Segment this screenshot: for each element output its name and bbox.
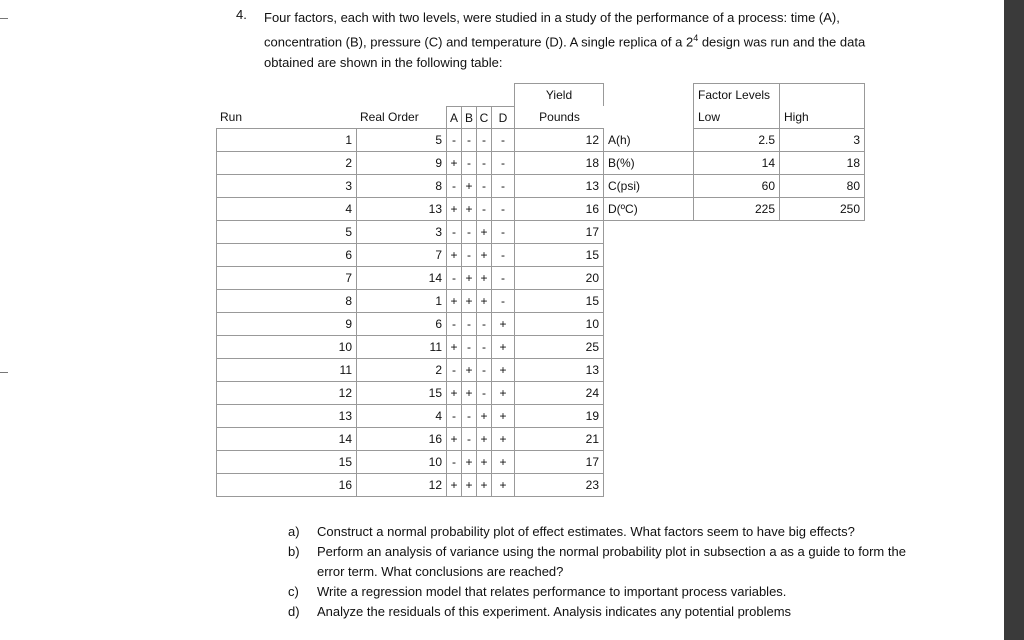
cell-run: 7 — [216, 267, 356, 290]
cell-factor-d: - — [491, 267, 514, 290]
header-run: Run — [216, 106, 356, 129]
cell-factor-d: + — [491, 474, 514, 497]
cell-yield: 24 — [514, 382, 604, 405]
header-high: High — [779, 106, 865, 129]
cell-run: 6 — [216, 244, 356, 267]
cell-factor-a: + — [446, 336, 461, 359]
header-real-order: Real Order — [356, 106, 446, 129]
header-blank — [779, 83, 865, 106]
task-text: Perform an analysis of variance using the normal probability plot in subsection a as a guide to form the error term. What conclusions are reached? — [317, 544, 906, 579]
cell-factor-a: - — [446, 221, 461, 244]
cell-real-order: 5 — [356, 129, 446, 152]
cell-run: 13 — [216, 405, 356, 428]
cell-factor-d: - — [491, 244, 514, 267]
edge-mark — [0, 18, 8, 19]
factor-high: 80 — [779, 175, 865, 198]
viewer-scrollbar-edge — [1004, 0, 1024, 640]
factor-high: 18 — [779, 152, 865, 175]
cell-run: 15 — [216, 451, 356, 474]
cell-factor-a: - — [446, 359, 461, 382]
question-text — [264, 7, 904, 73]
cell-factor-d: - — [491, 221, 514, 244]
cell-factor-b: + — [461, 474, 476, 497]
factor-low: 14 — [693, 152, 779, 175]
cell-factor-d: + — [491, 313, 514, 336]
cell-factor-a: - — [446, 405, 461, 428]
cell-factor-c: - — [476, 129, 491, 152]
cell-real-order: 3 — [356, 221, 446, 244]
cell-factor-b: - — [461, 152, 476, 175]
cell-factor-b: + — [461, 267, 476, 290]
question-number: 4. — [236, 7, 247, 22]
cell-factor-c: + — [476, 267, 491, 290]
task-item — [288, 602, 928, 622]
task-list — [288, 522, 928, 622]
question-text-end: design was run and the data obtained are shown in the following table: — [264, 34, 866, 71]
task-text: Construct a normal probability plot of effect estimates. What factors seem to have big effects? — [317, 524, 855, 539]
header-factor-a: A — [446, 106, 461, 129]
cell-factor-c: - — [476, 313, 491, 336]
factor-high: 250 — [779, 198, 865, 221]
header-factor-b: B — [461, 106, 476, 129]
factor-name: A(h) — [604, 129, 693, 152]
cell-factor-c: + — [476, 451, 491, 474]
cell-yield: 15 — [514, 290, 604, 313]
task-item — [288, 542, 928, 582]
cell-factor-b: - — [461, 129, 476, 152]
cell-factor-a: + — [446, 152, 461, 175]
cell-real-order: 11 — [356, 336, 446, 359]
cell-real-order: 4 — [356, 405, 446, 428]
cell-factor-d: + — [491, 382, 514, 405]
cell-run: 4 — [216, 198, 356, 221]
cell-real-order: 6 — [356, 313, 446, 336]
cell-run: 5 — [216, 221, 356, 244]
cell-yield: 13 — [514, 359, 604, 382]
cell-factor-d: - — [491, 152, 514, 175]
task-item — [288, 522, 928, 542]
cell-run: 10 — [216, 336, 356, 359]
header-factor-levels: Factor Levels — [693, 83, 779, 106]
cell-factor-b: - — [461, 221, 476, 244]
cell-factor-a: + — [446, 382, 461, 405]
cell-factor-a: + — [446, 428, 461, 451]
cell-yield: 20 — [514, 267, 604, 290]
factor-name: C(psi) — [604, 175, 693, 198]
task-item — [288, 582, 928, 602]
cell-factor-d: - — [491, 129, 514, 152]
cell-yield: 15 — [514, 244, 604, 267]
task-label: c) — [288, 584, 299, 599]
cell-factor-a: - — [446, 267, 461, 290]
cell-factor-a: - — [446, 129, 461, 152]
cell-factor-d: + — [491, 405, 514, 428]
cell-run: 9 — [216, 313, 356, 336]
cell-factor-d: + — [491, 336, 514, 359]
cell-real-order: 7 — [356, 244, 446, 267]
cell-yield: 23 — [514, 474, 604, 497]
cell-factor-d: + — [491, 451, 514, 474]
cell-run: 2 — [216, 152, 356, 175]
task-label: b) — [288, 544, 300, 559]
cell-yield: 18 — [514, 152, 604, 175]
header-yield: Yield — [514, 83, 604, 106]
cell-factor-c: + — [476, 405, 491, 428]
cell-factor-c: - — [476, 175, 491, 198]
cell-real-order: 15 — [356, 382, 446, 405]
cell-run: 14 — [216, 428, 356, 451]
cell-yield: 25 — [514, 336, 604, 359]
factor-low: 225 — [693, 198, 779, 221]
cell-factor-c: - — [476, 359, 491, 382]
cell-factor-a: + — [446, 244, 461, 267]
cell-factor-d: - — [491, 198, 514, 221]
cell-real-order: 16 — [356, 428, 446, 451]
cell-yield: 16 — [514, 198, 604, 221]
design-exponent: 4 — [693, 33, 699, 43]
cell-run: 16 — [216, 474, 356, 497]
cell-factor-b: + — [461, 359, 476, 382]
cell-factor-a: - — [446, 175, 461, 198]
factor-low: 2.5 — [693, 129, 779, 152]
cell-factor-c: + — [476, 221, 491, 244]
cell-real-order: 9 — [356, 152, 446, 175]
cell-factor-c: + — [476, 290, 491, 313]
cell-real-order: 13 — [356, 198, 446, 221]
cell-factor-d: + — [491, 428, 514, 451]
cell-factor-c: + — [476, 244, 491, 267]
factor-low: 60 — [693, 175, 779, 198]
cell-factor-c: + — [476, 428, 491, 451]
cell-real-order: 10 — [356, 451, 446, 474]
factor-name: B(%) — [604, 152, 693, 175]
cell-real-order: 12 — [356, 474, 446, 497]
cell-real-order: 14 — [356, 267, 446, 290]
cell-yield: 17 — [514, 221, 604, 244]
edge-mark — [0, 372, 8, 373]
cell-run: 12 — [216, 382, 356, 405]
cell-yield: 19 — [514, 405, 604, 428]
cell-yield: 10 — [514, 313, 604, 336]
cell-factor-c: - — [476, 152, 491, 175]
cell-run: 11 — [216, 359, 356, 382]
cell-factor-c: + — [476, 474, 491, 497]
header-factor-c: C — [476, 106, 491, 129]
cell-factor-b: - — [461, 336, 476, 359]
header-factor-d: D — [491, 106, 514, 129]
cell-yield: 17 — [514, 451, 604, 474]
cell-factor-d: - — [491, 290, 514, 313]
cell-factor-c: - — [476, 336, 491, 359]
cell-factor-b: - — [461, 428, 476, 451]
cell-factor-c: - — [476, 382, 491, 405]
cell-factor-a: + — [446, 198, 461, 221]
cell-real-order: 1 — [356, 290, 446, 313]
task-label: d) — [288, 604, 300, 619]
cell-factor-b: + — [461, 175, 476, 198]
cell-run: 8 — [216, 290, 356, 313]
cell-yield: 13 — [514, 175, 604, 198]
header-low: Low — [693, 106, 779, 129]
cell-factor-a: - — [446, 451, 461, 474]
cell-yield: 21 — [514, 428, 604, 451]
task-label: a) — [288, 524, 300, 539]
cell-yield: 12 — [514, 129, 604, 152]
cell-factor-b: + — [461, 451, 476, 474]
cell-factor-b: + — [461, 382, 476, 405]
cell-factor-a: + — [446, 290, 461, 313]
question-text-main: Four factors, each with two levels, were studied in a study of the performance of a process: time (A), concentration (B), pressure (C) and temperature (D). A single replica of a 2 — [264, 10, 840, 50]
cell-factor-b: - — [461, 405, 476, 428]
header-pounds: Pounds — [514, 106, 604, 129]
cell-factor-b: + — [461, 290, 476, 313]
cell-real-order: 8 — [356, 175, 446, 198]
cell-run: 3 — [216, 175, 356, 198]
factor-high: 3 — [779, 129, 865, 152]
cell-real-order: 2 — [356, 359, 446, 382]
cell-factor-b: + — [461, 198, 476, 221]
cell-factor-b: - — [461, 244, 476, 267]
cell-factor-b: - — [461, 313, 476, 336]
cell-factor-a: + — [446, 474, 461, 497]
task-text: Analyze the residuals of this experiment. Analysis indicates any potential problems — [317, 604, 792, 619]
task-text: Write a regression model that relates performance to important process variables. — [317, 584, 787, 599]
cell-factor-d: + — [491, 359, 514, 382]
cell-factor-c: - — [476, 198, 491, 221]
cell-factor-a: - — [446, 313, 461, 336]
factor-name: D(ºC) — [604, 198, 693, 221]
cell-factor-d: - — [491, 175, 514, 198]
cell-run: 1 — [216, 129, 356, 152]
